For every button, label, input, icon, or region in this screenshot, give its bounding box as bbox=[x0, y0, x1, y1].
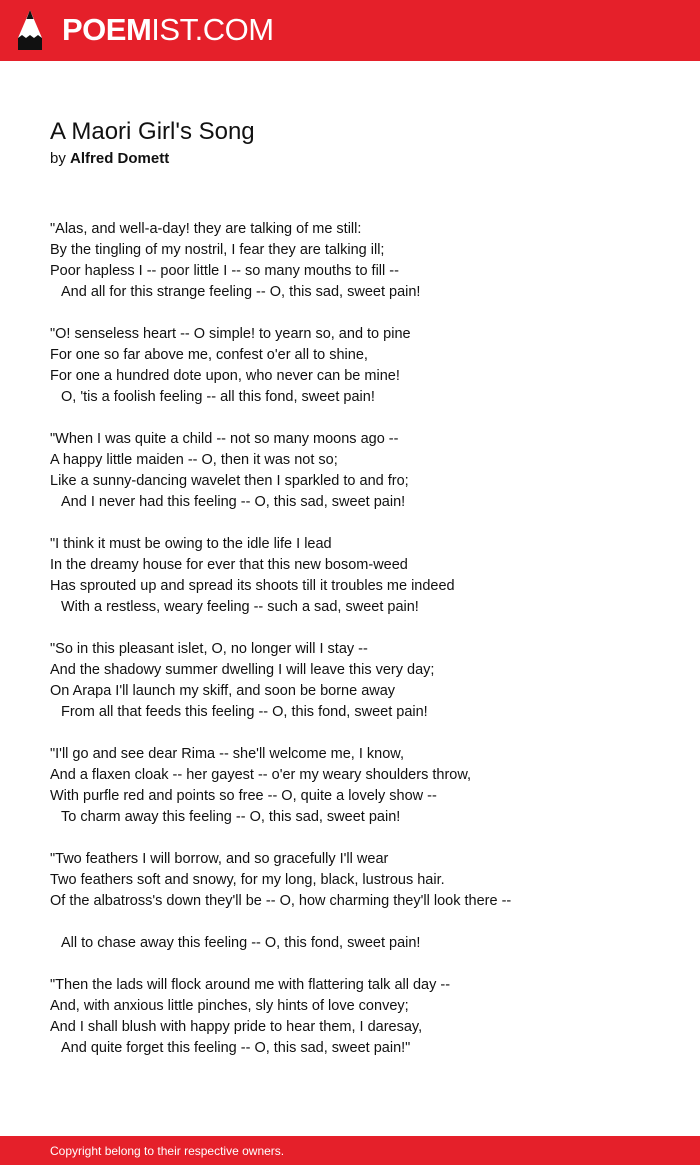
site-logo-text[interactable] bbox=[62, 12, 274, 48]
stanza-gap bbox=[50, 618, 670, 639]
poem-line: With purfle red and points so free -- O, quite a lovely show -- bbox=[50, 788, 437, 804]
poem-line: And I shall blush with happy pride to hear them, I daresay, bbox=[50, 1019, 423, 1035]
poem-line: Has sprouted up and spread its shoots till it troubles me indeed bbox=[50, 578, 455, 594]
site-footer bbox=[0, 1136, 700, 1165]
poem-body bbox=[50, 219, 670, 1059]
stanza bbox=[50, 744, 670, 828]
stanza-gap bbox=[50, 303, 670, 324]
poem-line: "O! senseless heart -- O simple! to yearn so, and to pine bbox=[50, 326, 411, 342]
poem-line: "So in this pleasant islet, O, no longer will I stay -- bbox=[50, 641, 368, 657]
byline bbox=[50, 149, 169, 169]
stanza bbox=[50, 429, 670, 513]
poem-line: Of the albatross's down they'll be -- O, how charming they'll look there -- bbox=[50, 893, 512, 909]
poem-line: For one a hundred dote upon, who never can be mine! bbox=[50, 368, 400, 384]
poem-line: With a restless, weary feeling -- such a sad, sweet pain! bbox=[61, 599, 419, 615]
brand-light: IST.COM bbox=[151, 12, 274, 47]
poem-line: Like a sunny-dancing wavelet then I sparkled to and fro; bbox=[50, 473, 409, 489]
poem-line: For one so far above me, confest o'er all to shine, bbox=[50, 347, 368, 363]
poem-line: And a flaxen cloak -- her gayest -- o'er my weary shoulders throw, bbox=[50, 767, 472, 783]
poem-title: A Maori Girl's Song bbox=[50, 118, 255, 145]
stanza bbox=[50, 534, 670, 618]
poem-line: To charm away this feeling -- O, this sad, sweet pain! bbox=[61, 809, 401, 825]
poem-line: "Two feathers I will borrow, and so gracefully I'll wear bbox=[50, 851, 389, 867]
copyright-text: Copyright belong to their respective owners. bbox=[50, 1144, 285, 1158]
poem-line: And all for this strange feeling -- O, this sad, sweet pain! bbox=[61, 284, 421, 300]
pencil-logo-icon[interactable] bbox=[16, 8, 44, 52]
site-header bbox=[0, 0, 700, 61]
poem-line: "I'll go and see dear Rima -- she'll welcome me, I know, bbox=[50, 746, 404, 762]
brand-bold: POEM bbox=[62, 12, 152, 47]
poem-line: "When I was quite a child -- not so many moons ago -- bbox=[50, 431, 399, 447]
poem-line: All to chase away this feeling -- O, this fond, sweet pain! bbox=[61, 935, 421, 951]
stanza bbox=[50, 324, 670, 408]
poem-line: And, with anxious little pinches, sly hints of love convey; bbox=[50, 998, 409, 1014]
stanza bbox=[50, 639, 670, 723]
stanza-gap bbox=[50, 828, 670, 849]
poem-line: And I never had this feeling -- O, this sad, sweet pain! bbox=[61, 494, 406, 510]
poem-line: In the dreamy house for ever that this new bosom-weed bbox=[50, 557, 408, 573]
stanza-gap bbox=[50, 408, 670, 429]
poem-line: "Then the lads will flock around me with flattering talk all day -- bbox=[50, 977, 451, 993]
stanza-gap bbox=[50, 954, 670, 975]
stanza-gap bbox=[50, 723, 670, 744]
poem-line: Poor hapless I -- poor little I -- so many mouths to fill -- bbox=[50, 263, 399, 279]
by-label: by bbox=[50, 150, 66, 167]
poem-line: From all that feeds this feeling -- O, this fond, sweet pain! bbox=[61, 704, 428, 720]
stanza bbox=[50, 849, 670, 954]
poem-line: A happy little maiden -- O, then it was not so; bbox=[50, 452, 338, 468]
stanza bbox=[50, 219, 670, 303]
poem-line: "Alas, and well-a-day! they are talking of me still: bbox=[50, 221, 362, 237]
blank-line bbox=[50, 912, 670, 933]
poem-line: And quite forget this feeling -- O, this sad, sweet pain!" bbox=[61, 1040, 411, 1056]
stanza bbox=[50, 975, 670, 1059]
poem-line: "I think it must be owing to the idle life I lead bbox=[50, 536, 332, 552]
poem-line: And the shadowy summer dwelling I will leave this very day; bbox=[50, 662, 435, 678]
poem-line: On Arapa I'll launch my skiff, and soon be borne away bbox=[50, 683, 396, 699]
author-name: Alfred Domett bbox=[70, 150, 170, 167]
poem-line: By the tingling of my nostril, I fear they are talking ill; bbox=[50, 242, 385, 258]
poem-line: O, 'tis a foolish feeling -- all this fond, sweet pain! bbox=[61, 389, 375, 405]
poem-line: Two feathers soft and snowy, for my long, black, lustrous hair. bbox=[50, 872, 445, 888]
stanza-gap bbox=[50, 513, 670, 534]
